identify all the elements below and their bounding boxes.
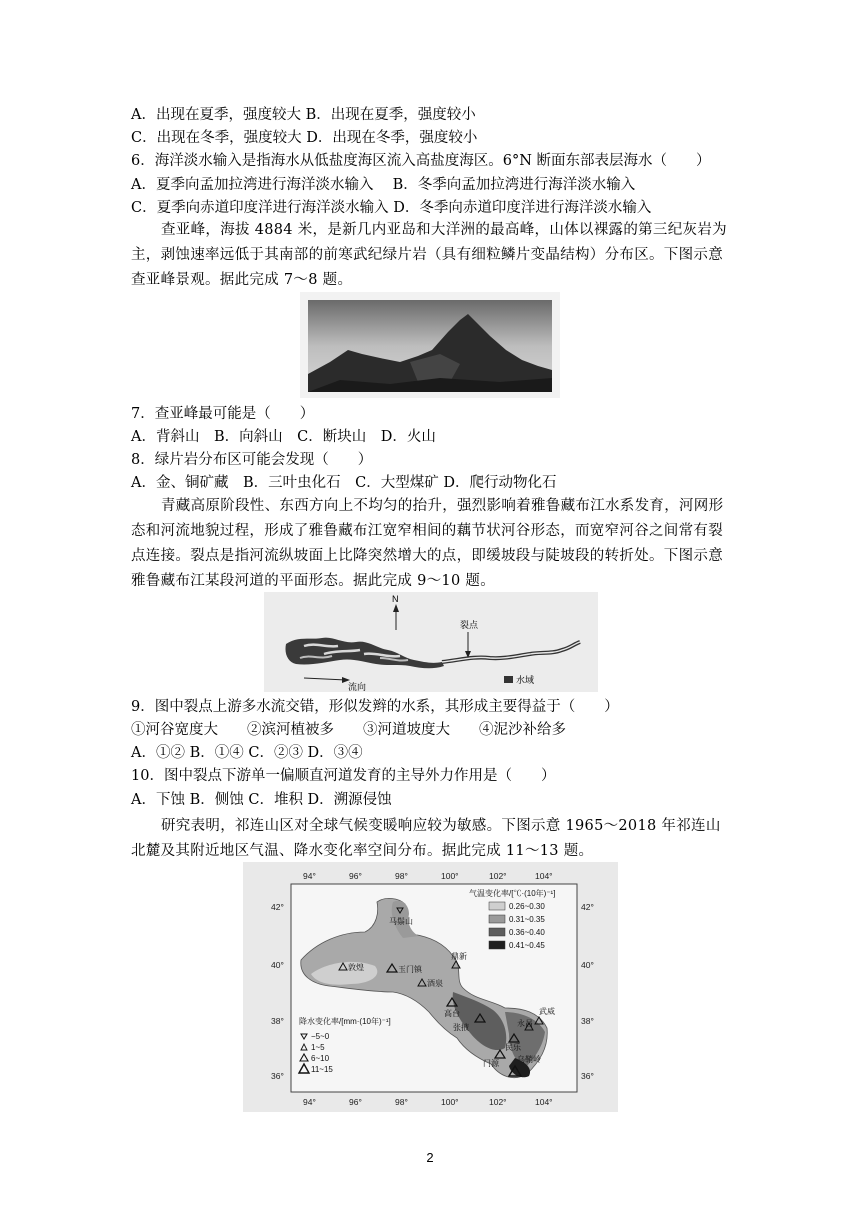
- q6-options-cd: C．夏季向赤道印度洋进行海洋淡水输入 D．冬季向赤道印度洋进行海洋淡水输入: [131, 200, 652, 216]
- north-label: N: [392, 594, 399, 604]
- temp-legend-swatch-2: [489, 915, 505, 923]
- flow-label: 流向: [348, 682, 367, 692]
- q9-options: A．①② B．①④ C．②③ D．③④: [131, 745, 363, 761]
- lon-tick-100-top: 100°: [441, 871, 459, 881]
- precip-legend-label-2: 1~5: [311, 1043, 325, 1052]
- station-mazongshan: 马鬃山: [389, 917, 413, 926]
- water-legend-swatch: [504, 676, 513, 683]
- lon-tick-104-top: 104°: [535, 871, 553, 881]
- qilian-climate-map: [243, 862, 618, 1112]
- station-wushaoling: 乌鞘岭: [517, 1055, 541, 1064]
- q8-options: A．金、铜矿藏 B．三叶虫化石 C．大型煤矿 D．爬行动物化石: [131, 475, 557, 491]
- q6-options-ab: A．夏季向孟加拉湾进行海洋淡水输入 B．冬季向孟加拉湾进行海洋淡水输入: [131, 177, 636, 193]
- q9-stem: 9．图中裂点上游多水流交错，形似发辫的水系，其形成主要得益于（ ）: [131, 699, 619, 715]
- page-number: 2: [426, 1150, 434, 1165]
- lon-tick-94-top: 94°: [303, 871, 316, 881]
- q5-options-cd: C．出现在冬季，强度较大 D．出现在冬季，强度较小: [131, 130, 478, 146]
- q10-stem: 10．图中裂点下游单一偏顺直河道发育的主导外力作用是（ ）: [131, 768, 556, 784]
- station-yumenzhen: 玉门镇: [398, 965, 422, 974]
- station-yongchang: 永昌: [517, 1019, 533, 1028]
- precip-legend-title: 降水变化率/[mm·(10年)⁻¹]: [299, 1017, 391, 1026]
- lon-tick-96-bottom: 96°: [349, 1097, 362, 1107]
- passage-9-10: 青藏高原阶段性、东西方向上不均匀的抬升，强烈影响着雅鲁藏布江水系发育，河网形态和河流地貌过程，形成了雅鲁藏布江宽窄相间的藕节状河谷形态，而宽窄河谷之间常有裂点连接。裂点是指河流纵坡面上比降突然增大的点，即缓坡段与陡坡段的转折处。下图示意雅鲁藏布江某段河道的平面形态。据此完成 9～10 题。: [131, 498, 724, 589]
- temp-legend-swatch-4: [489, 941, 505, 949]
- temp-legend-title: 气温变化率/[℃·(10年)⁻¹]: [469, 889, 556, 898]
- lon-tick-98-top: 98°: [395, 871, 408, 881]
- lat-tick-36-left: 36°: [271, 1071, 284, 1081]
- river-plan-figure: [264, 592, 598, 692]
- q7-stem: 7．查亚峰最可能是（ ）: [131, 406, 315, 422]
- temp-legend-label-3: 0.36~0.40: [509, 928, 545, 937]
- precip-legend-label-1: −5~0: [311, 1032, 330, 1041]
- station-dingxin: 鼎新: [451, 952, 467, 961]
- station-dunhuang: 敦煌: [348, 963, 364, 972]
- lat-tick-42-left: 42°: [271, 902, 284, 912]
- q5-options-ab: A．出现在夏季，强度较大 B．出现在夏季，强度较小: [131, 107, 476, 123]
- q9-statements: ①河谷宽度大 ②滨河植被多 ③河道坡度大 ④泥沙补给多: [131, 722, 566, 738]
- temp-legend-swatch-3: [489, 928, 505, 936]
- lat-tick-40-right: 40°: [581, 960, 594, 970]
- lon-tick-100-bottom: 100°: [441, 1097, 459, 1107]
- lat-tick-40-left: 40°: [271, 960, 284, 970]
- station-minle: 民乐: [505, 1043, 521, 1052]
- precip-legend-label-4: 11~15: [311, 1065, 333, 1074]
- precip-legend-label-3: 6~10: [311, 1054, 330, 1063]
- water-legend-label: 水域: [516, 675, 535, 685]
- temp-legend-label-2: 0.31~0.35: [509, 915, 545, 924]
- q10-options: A．下蚀 B．侧蚀 C．堆积 D．溯源侵蚀: [131, 792, 392, 808]
- station-gaotai: 高台: [444, 1009, 460, 1018]
- passage-11-13: 研究表明，祁连山区对全球气候变暖响应较为敏感。下图示意 1965～2018 年祁连山北麓及其附近地区气温、降水变化率空间分布。据此完成 11～13 题。: [131, 818, 721, 859]
- lat-tick-42-right: 42°: [581, 902, 594, 912]
- station-zhangye: 张掖: [453, 1023, 469, 1032]
- lat-tick-36-right: 36°: [581, 1071, 594, 1081]
- lat-tick-38-left: 38°: [271, 1016, 284, 1026]
- lon-tick-102-top: 102°: [489, 871, 507, 881]
- lon-tick-98-bottom: 98°: [395, 1097, 408, 1107]
- q8-stem: 8．绿片岩分布区可能会发现（ ）: [131, 452, 373, 468]
- passage-7-8: 查亚峰，海拔 4884 米，是新几内亚岛和大洋洲的最高峰，山体以裸露的第三纪灰岩为主，剥蚀速率远低于其南部的前寒武纪绿片岩（具有细粒鳞片变晶结构）分布区。下图示意查亚峰景观。据此完成 7～8 题。: [131, 222, 727, 288]
- lon-tick-96-top: 96°: [349, 871, 362, 881]
- lon-tick-104-bottom: 104°: [535, 1097, 553, 1107]
- chaya-peak-photo: [300, 292, 560, 398]
- temp-legend-label-4: 0.41~0.45: [509, 941, 545, 950]
- knickpoint-label: 裂点: [460, 620, 479, 630]
- station-jiuquan: 酒泉: [427, 979, 443, 988]
- lat-tick-38-right: 38°: [581, 1016, 594, 1026]
- temp-legend-swatch-1: [489, 902, 505, 910]
- lon-tick-94-bottom: 94°: [303, 1097, 316, 1107]
- q6-stem: 6．海洋淡水输入是指海水从低盐度海区流入高盐度海区。6°N 断面东部表层海水（ ）: [131, 153, 711, 169]
- q7-options: A．背斜山 B．向斜山 C．断块山 D．火山: [131, 429, 436, 445]
- lon-tick-102-bottom: 102°: [489, 1097, 507, 1107]
- station-menyuan: 门源: [483, 1059, 499, 1068]
- station-wuwei: 武威: [539, 1007, 555, 1016]
- temp-legend-label-1: 0.26~0.30: [509, 902, 545, 911]
